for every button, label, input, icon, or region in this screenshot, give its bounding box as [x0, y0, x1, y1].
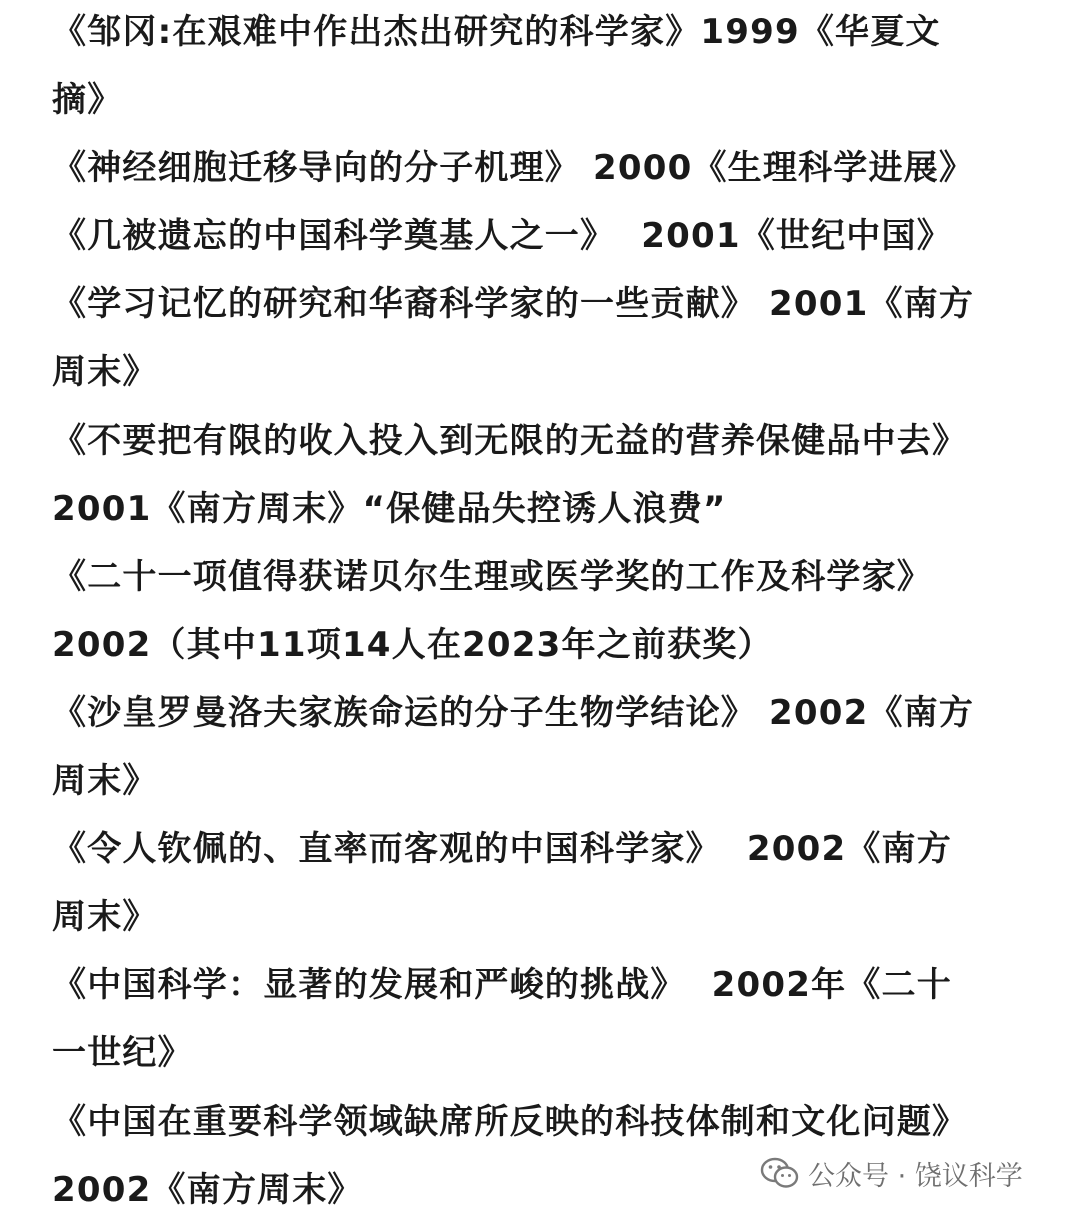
text-line: 2001《南方周末》“保健品失控诱人浪费”	[52, 488, 727, 529]
text-line: 周末》	[52, 897, 158, 938]
text-line: 《几被遗忘的中国科学奠基人之一》 2001《世纪中国》	[52, 216, 952, 257]
text-line: 《令人钦佩的、直率而客观的中国科学家》 2002《南方	[52, 829, 952, 870]
text-line: 《二十一项值得获诺贝尔生理或医学奖的工作及科学家》	[52, 556, 932, 597]
text-line: 《中国科学：显著的发展和严峻的挑战》 2002年《二十	[52, 965, 952, 1006]
text-line: 摘》	[52, 80, 123, 121]
text-line: 一世纪》	[52, 1033, 193, 1074]
wechat-icon	[760, 1156, 800, 1190]
text-line: 《神经细胞迁移导向的分子机理》 2000《生理科学进展》	[52, 148, 975, 189]
text-line: 周末》	[52, 761, 158, 802]
text-line: 《中国在重要科学领域缺席所反映的科技体制和文化问题》	[52, 1101, 968, 1142]
text-line: 《邹冈:在艰难中作出杰出研究的科学家》1999《华夏文	[52, 12, 941, 52]
text-line: 2002《南方周末》	[52, 1169, 363, 1210]
watermark-text: 公众号 · 饶议科学	[808, 1160, 1023, 1192]
text-line: 《沙皇罗曼洛夫家族命运的分子生物学结论》 2002《南方	[52, 692, 975, 733]
text-line: 《不要把有限的收入投入到无限的无益的营养保健品中去》	[52, 420, 968, 461]
text-line: 2002（其中11项14人在2023年之前获奖）	[52, 624, 773, 665]
text-line: 周末》	[52, 352, 158, 393]
watermark	[760, 1150, 1023, 1196]
document-body	[52, 0, 1042, 1224]
text-line: 《学习记忆的研究和华裔科学家的一些贡献》 2001《南方	[52, 284, 975, 325]
